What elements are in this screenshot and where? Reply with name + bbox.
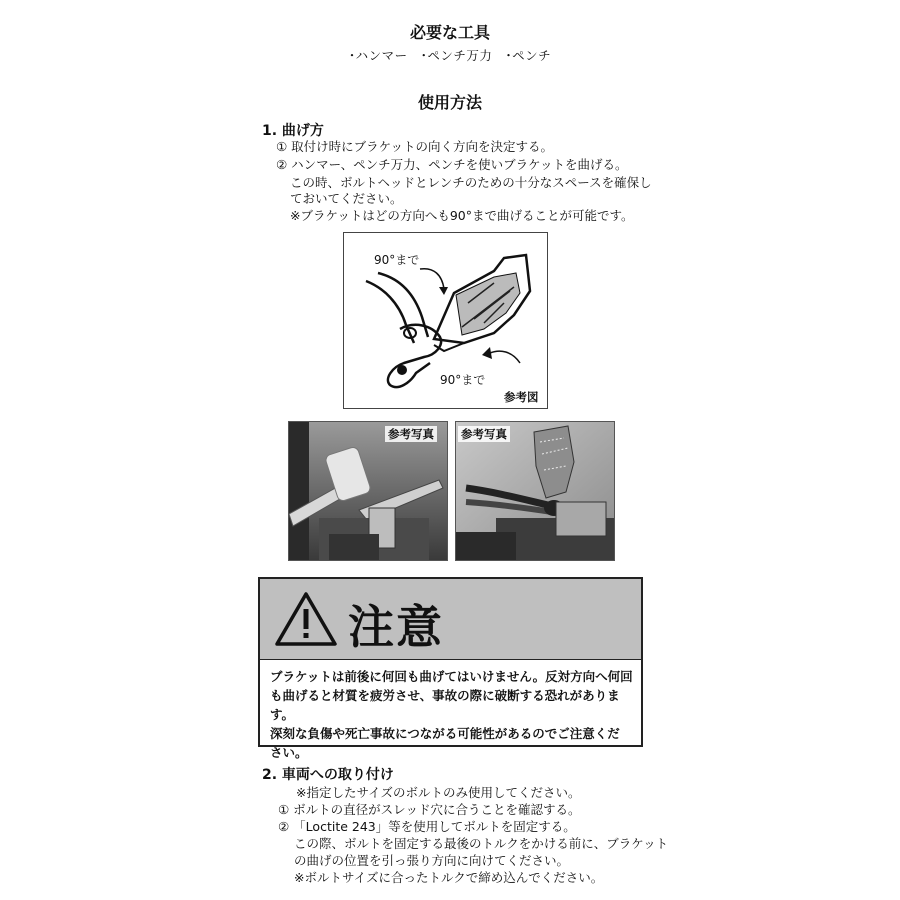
section2-line-2: ① ボルトの直径がスレッド穴に合うことを確認する。 xyxy=(278,802,581,817)
tools-title: 必要な工具 xyxy=(409,23,490,42)
caution-line-4: さい。 xyxy=(270,745,308,760)
section2-line-1: ※指定したサイズのボルトのみ使用してください。 xyxy=(296,785,581,800)
tools-list: ･ハンマー ･ペンチ万力 ･ペンチ xyxy=(348,48,552,63)
caution-title: 注意 xyxy=(348,600,444,654)
usage-title: 使用方法 xyxy=(417,93,482,112)
section1-line-4: ておいてください。 xyxy=(290,191,403,206)
diagram-caption: 参考図 xyxy=(504,390,539,404)
section2-line-5: の曲げの位置を引っ張り方向に向けてください。 xyxy=(294,853,570,868)
caution-line-2: も曲げると材質を疲労させ、事故の際に破断する恐れがあります。 xyxy=(270,688,620,722)
section2-line-3: ② 「Loctite 243」等を使用してボルトを固定する。 xyxy=(278,819,576,834)
caution-line-1: ブラケットは前後に何回も曲げてはいけません。反対方向へ何回 xyxy=(270,669,633,684)
caution-text xyxy=(270,667,635,762)
section1-heading: 1. 曲げ方 xyxy=(262,123,324,139)
photo-2-label: 参考写真 xyxy=(458,426,510,442)
reference-photo-hammer xyxy=(288,421,448,561)
section2-heading: 2. 車両への取り付け xyxy=(262,767,394,783)
caution-box xyxy=(258,577,643,760)
angle-bottom-label: 90°まで xyxy=(440,373,486,387)
warning-triangle-icon xyxy=(274,591,338,647)
reference-diagram xyxy=(343,232,548,409)
caution-header xyxy=(260,579,641,660)
pliers-vise-photo xyxy=(456,422,614,560)
section1-line-5: ※ブラケットはどの方向へも90°まで曲げることが可能です。 xyxy=(290,208,634,223)
section1-line-2: ② ハンマー、ペンチ万力、ペンチを使いブラケットを曲げる。 xyxy=(276,157,628,172)
hammer-vise-photo xyxy=(289,422,447,560)
reference-photo-pliers xyxy=(455,421,615,561)
photo-1-label: 参考写真 xyxy=(385,426,437,442)
section1-line-1: ① 取付け時にブラケットの向く方向を決定する。 xyxy=(276,139,554,154)
angle-top-label: 90°まで xyxy=(374,253,420,267)
caution-line-3: 深刻な負傷や死亡事故につながる可能性があるのでご注意くだ xyxy=(270,726,620,741)
section1-line-3: この時、ボルトヘッドとレンチのための十分なスペースを確保し xyxy=(290,175,652,190)
section2-line-6: ※ボルトサイズに合ったトルクで締め込んでください。 xyxy=(294,870,604,885)
section2-line-4: この際、ボルトを固定する最後のトルクをかける前に、ブラケット xyxy=(294,836,669,851)
